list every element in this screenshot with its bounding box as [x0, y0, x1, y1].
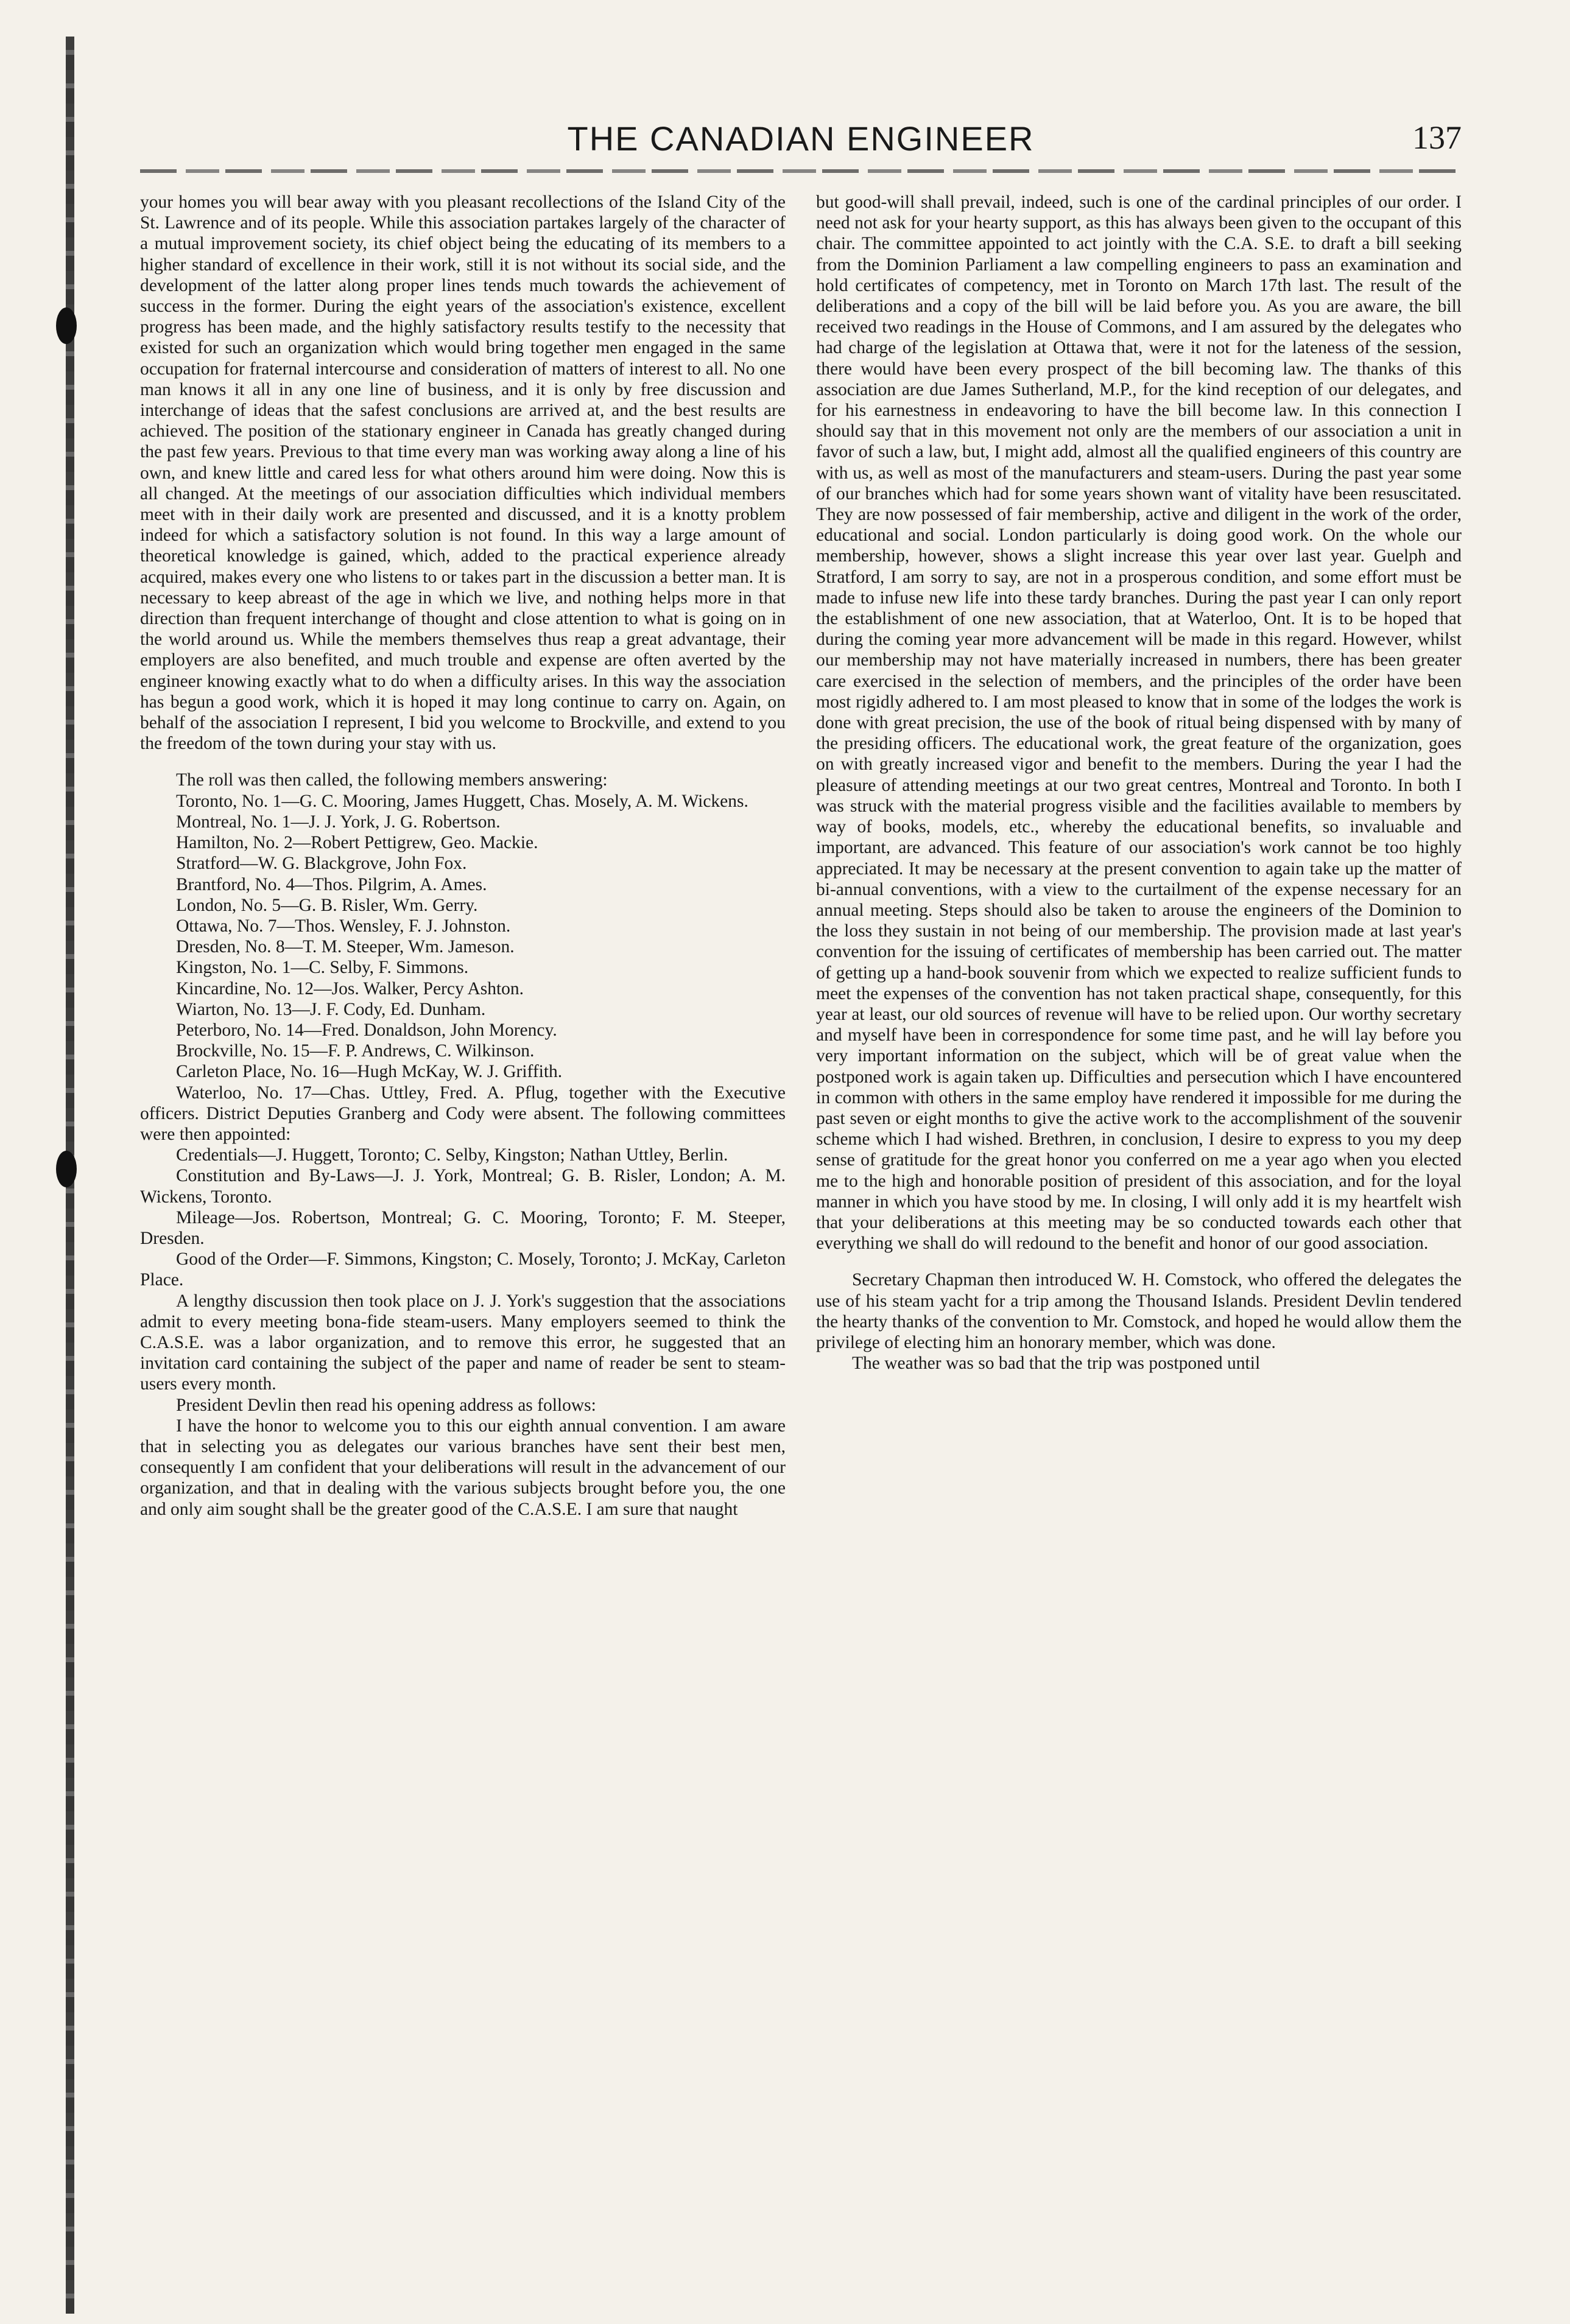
- roll-entry: Toronto, No. 1—G. C. Mooring, James Huggett, Chas. Mosely, A. M. Wickens.: [176, 791, 748, 811]
- roll-entry: London, No. 5—G. B. Risler, Wm. Gerry.: [176, 895, 478, 915]
- roll-entry: Kingston, No. 1—C. Selby, F. Simmons.: [176, 958, 469, 978]
- journal-title: THE CANADIAN ENGINEER: [567, 119, 1035, 158]
- paragraph: The weather was so bad that the trip was postponed until: [852, 1353, 1261, 1374]
- paragraph: but good-will shall prevail, indeed, such is one of the cardinal principles of our order. I need not ask for your hearty support, as this has always been given to the occupant of this chair. The committee appointed to act jointly with the C.A. S.E. to draft a bill seeking from the Dominion Parliament a law compelling engineers to pass an examination and hold certificates of competency, met in Toronto on March 17th last. The result of the deliberations and a copy of the bill will be laid before you. As you are aware, the bill received two readings in the House of Commons, and I am assured by the delegates who had charge of the legislation at Ottawa that, were it not for the lateness of the session, there would have been every prospect of the bill becoming law. The thanks of this association are due James Sutherland, M.P., for the kind reception of our delegates, and for his earnestness in endeavoring to have the bill become law. In this connection I should say that in this movement not only are the members of our association a unit in favor of such a law, but, I might add, almost all the qualified engineers of this country are with us, as well as most of the manufacturers and steam-users. During the past year some of our branches which had for some years shown want of vitality have been resuscitated. They are now possessed of fair membership, active and diligent in the work of the order, educational and social. London particularly is doing good work. On the whole our membership, however, shows a slight increase this year over last year. Guelph and Stratford, I am sorry to say, are not in a prosperous condition, and some effort must be made to infuse new life into these tardy branches. During the past year I can only report the establishment of one new association, that at Waterloo, Ont. It is to be hoped that during the coming year more advancement will be made in this regard. However, whilst our membership may not have materially increased in numbers, there has been greater care exercised in the selection of members, and the principles of the order have been most rigidly adhered to. I am most pleased to know that in some of the lodges the work is done with great precision, the use of the book of ritual being dispensed with by many of the presiding officers. The educational work, the great feature of the organization, goes on with greatly increased vigor and benefit to the members. During the year I had the pleasure of attending meetings at our two great centres, Montreal and Toronto. In both I was struck with the material progress visible and the facilities available to members by way of books, models, etc., whereby the educational benefits, so invaluable and important, are advanced. This feature of our association's work cannot be too highly appreciated. It may be necessary at the present convention to again take up the matter of bi-annual conventions, with a view to the curtailment of the expense necessary for an annual meeting. Steps should also be taken to arouse the engineers of the Dominion to the loss they sustain in not being of our membership. The provision made at last year's convention for the issuing of certificates of membership has been carried out. The matter of getting up a hand-book souvenir from which we expected to realize sufficient funds to meet the expenses of the convention has not taken practical shape, consequently, for this year at least, our old sources of revenue will have to be relied upon. Our worthy secretary and myself have been in correspondence for some time past, and he will lay before you very important information on the subject, which will be of great value when the postponed work is again taken up. Difficulties and persecution which I have encountered in common with others in the same employ have rendered it impossible for me during the past seven or eight months to give the active work to the accomplishment of the souvenir scheme which I had wished. Brethren, in conclusion, I desire to express to you my deep sense of gratitude for the great honor you conferred on me a year ago when you elected me to the high and honorable position of president of this association, and for the loyal manner in which you have stood by me. In closing, I will only add it is my heartfelt wish that your deliberations at this meeting may be so conducted towards each other that everything we shall do will redound to the benefit and honor of our good association.: [816, 192, 1462, 1254]
- paragraph: I have the honor to welcome you to this our eighth annual convention. I am aware that in selecting you as delegates our various branches have sent their best men, consequently I am confident that your deliberations will result in the advancement of our organization, and that in dealing with the various subjects brought before you, the one and only aim sought shall be the greater good of the C.A.S.E. I am sure that naught: [140, 1416, 786, 1519]
- committee-entry: Credentials—J. Huggett, Toronto; C. Selby, Kingston; Nathan Uttley, Berlin.: [176, 1145, 728, 1165]
- paragraph: your homes you will bear away with you pleasant recollections of the Island City of the St. Lawrence and of its people. While this association partakes largely of the character of a mutual improvement society, its chief object being the educating of its members to a higher standard of excellence in their work, still it is not without its social side, and the development of the latter along proper lines tends much towards the achievement of success in the former. During the eight years of the association's existence, excellent progress has been made, and the highly satisfactory results testify to the necessity that existed for such an organization which would bring together men engaged in the same occupation for fraternal intercourse and consideration of matters of interest to all. No one man knows it all in any one line of business, and it is only by free discussion and interchange of ideas that the safest conclusions are arrived at, and the best results are achieved. The position of the stationary engineer in Canada has greatly changed during the past few years. Previous to that time every man was working away along a line of his own, and knew little and cared less for what others around him were doing. Now this is all changed. At the meetings of our association difficulties which individual members meet with in their daily work are presented and discussed, and it is a knotty problem indeed for which a satisfactory solution is not found. In this way a large amount of theoretical knowledge is gained, which, added to the practical experience already acquired, makes every one who listens to or takes part in the discussion a better man. It is necessary to keep abreast of the age in which we live, and nothing helps more in that direction than frequent interchange of thought and close attention to what is going on in the world around us. While the members themselves thus reap a great advantage, their employers are also benefited, and much trouble and expense are often averted by the engineer knowing exactly what to do when a difficulty arises. In this way the association has begun a good work, which it is hoped it may long continue to carry on. Again, on behalf of the association I represent, I bid you welcome to Brockville, and extend to you the freedom of the town during your stay with us.: [140, 192, 786, 754]
- roll-entry: Carleton Place, No. 16—Hugh McKay, W. J. Griffith.: [176, 1062, 563, 1082]
- roll-entry: Dresden, No. 8—T. M. Steeper, Wm. Jameson.: [176, 937, 515, 957]
- roll-entry: Peterboro, No. 14—Fred. Donaldson, John Morency.: [176, 1020, 557, 1040]
- left-column: [140, 192, 786, 1520]
- roll-entry: Ottawa, No. 7—Thos. Wensley, F. J. Johnston.: [176, 916, 511, 936]
- roll-entry: Kincardine, No. 12—Jos. Walker, Percy Ashton.: [176, 978, 524, 999]
- binding-hole: [56, 1151, 77, 1187]
- roll-entry: Wiarton, No. 13—J. F. Cody, Ed. Dunham.: [176, 999, 486, 1019]
- header-rule: [140, 169, 1462, 173]
- paragraph: Secretary Chapman then introduced W. H. Comstock, who offered the delegates the use of his steam yacht for a trip among the Thousand Islands. President Devlin tendered the hearty thanks of the convention to Mr. Comstock, and hoped he would allow them the privilege of electing him an honorary member, which was done.: [816, 1270, 1462, 1352]
- committee-entry: Constitution and By-Laws—J. J. York, Montreal; G. B. Risler, London; A. M. Wickens, Toronto.: [140, 1166, 786, 1207]
- paragraph: The roll was then called, the following members answering:: [176, 770, 608, 790]
- paragraph: A lengthy discussion then took place on J. J. York's suggestion that the associations admit to every meeting bona-fide steam-users. Many employers seemed to think the C.A.S.E. was a labor organization, and to remove this error, he suggested that an invitation card containing the subject of the paper and name of reader be sent to steam-users every month.: [140, 1291, 786, 1394]
- binding-hole: [56, 307, 77, 344]
- roll-entry: Stratford—W. G. Blackgrove, John Fox.: [176, 854, 467, 874]
- page-number: 137: [1412, 119, 1462, 156]
- paragraph: President Devlin then read his opening address as follows:: [176, 1395, 596, 1415]
- page-header: [140, 119, 1462, 167]
- right-column: [816, 192, 1462, 1374]
- roll-entry: Montreal, No. 1—J. J. York, J. G. Robertson.: [176, 812, 501, 832]
- paragraph: Waterloo, No. 17—Chas. Uttley, Fred. A. Pflug, together with the Executive officers. District Deputies Granberg and Cody were absent. The following committees were then appointed:: [140, 1083, 786, 1144]
- roll-entry: Hamilton, No. 2—Robert Pettigrew, Geo. Mackie.: [176, 833, 538, 853]
- roll-entry: Brockville, No. 15—F. P. Andrews, C. Wilkinson.: [176, 1041, 535, 1061]
- committee-entry: Mileage—Jos. Robertson, Montreal; G. C. Mooring, Toronto; F. M. Steeper, Dresden.: [140, 1207, 786, 1248]
- committee-entry: Good of the Order—F. Simmons, Kingston; C. Mosely, Toronto; J. McKay, Carleton Place.: [140, 1249, 786, 1290]
- roll-entry: Brantford, No. 4—Thos. Pilgrim, A. Ames.: [176, 874, 487, 894]
